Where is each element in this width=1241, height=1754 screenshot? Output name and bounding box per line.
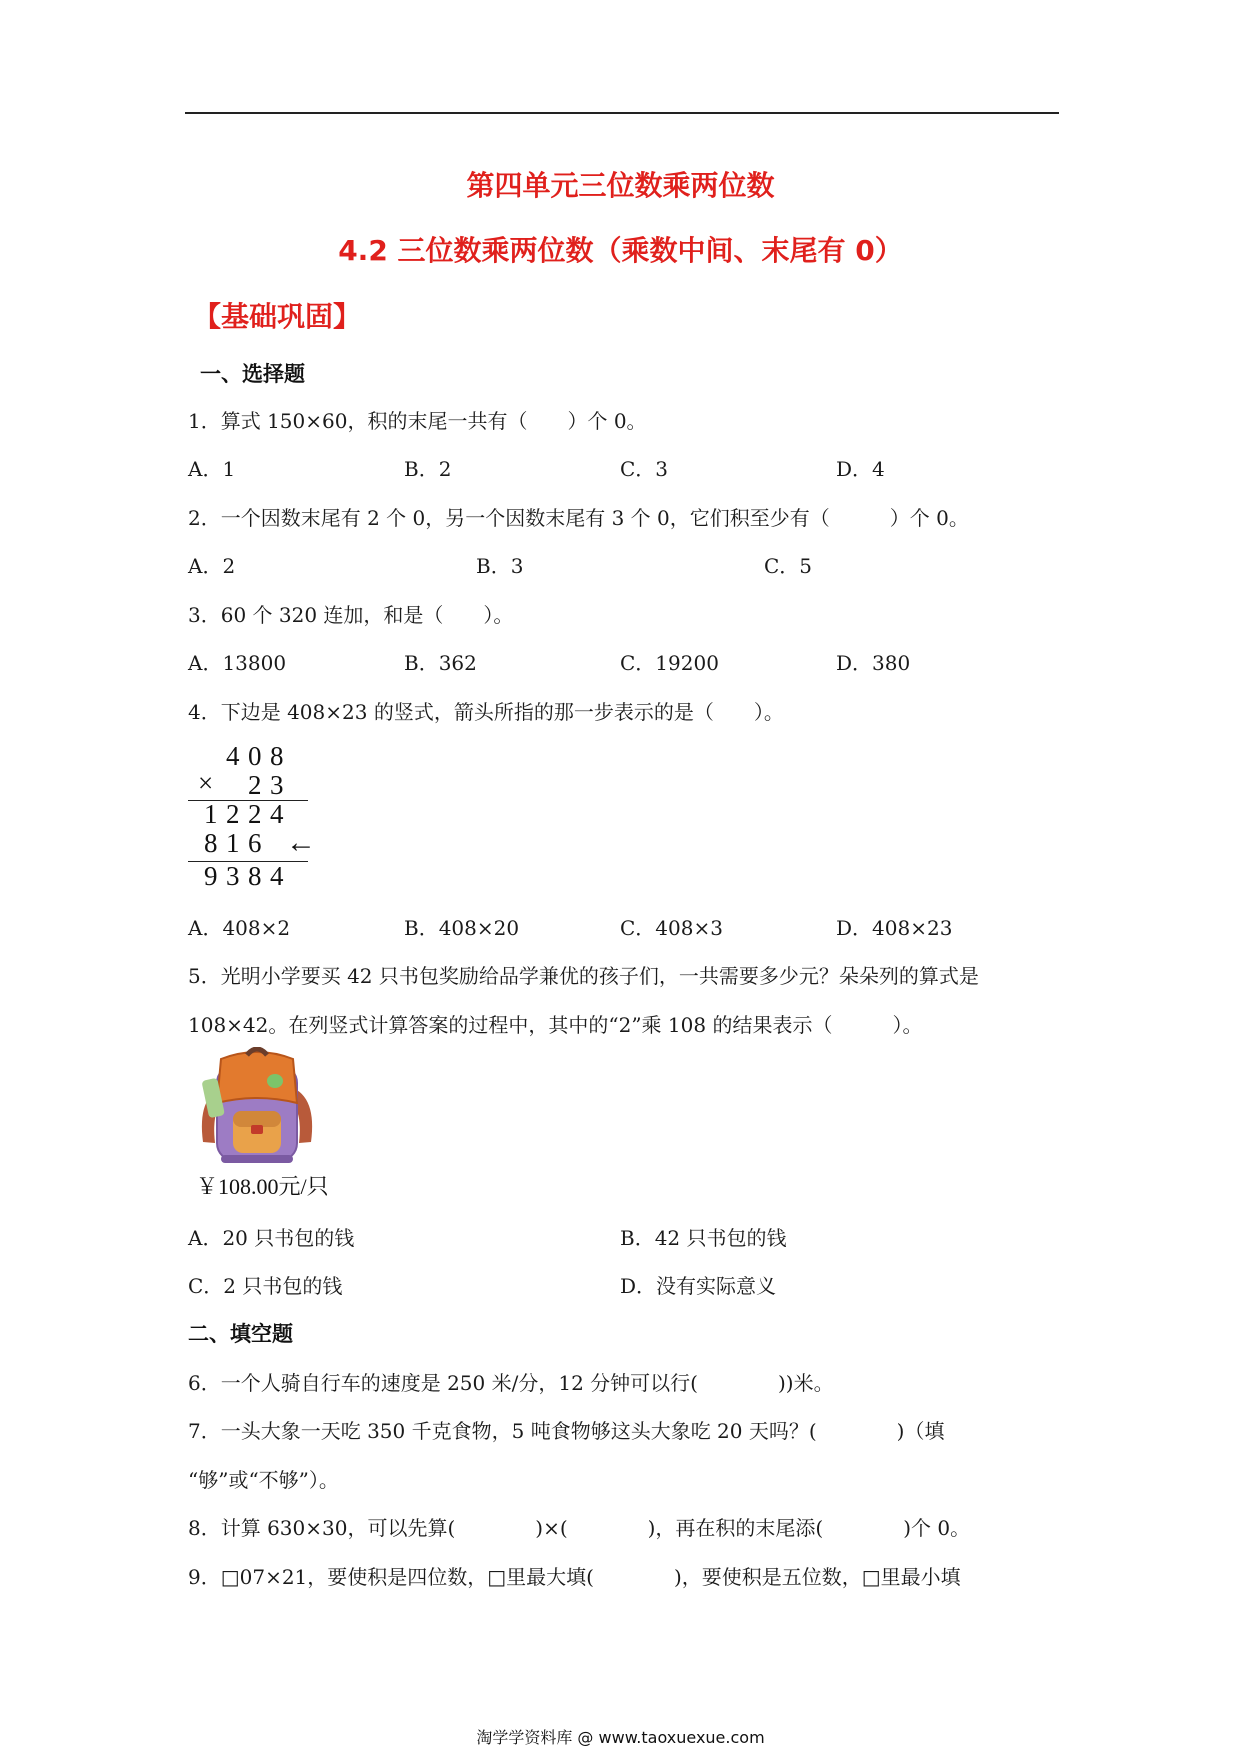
calc-digit: 1 bbox=[204, 799, 218, 829]
question-7-line-2: “够”或“不够”）。 bbox=[188, 1468, 339, 1492]
question-7-line-1: 7．一头大象一天吃 350 千克食物，5 吨食物够这头大象吃 20 天吗？( )（填 bbox=[188, 1419, 945, 1443]
q2-option-a: A．2 bbox=[188, 554, 236, 578]
q3-option-d: D．380 bbox=[836, 651, 911, 675]
q4-option-a: A．408×2 bbox=[188, 916, 291, 940]
q3-option-b: B．362 bbox=[404, 651, 477, 675]
page-title: 第四单元三位数乘两位数 bbox=[466, 169, 775, 202]
calc-digit: 8 bbox=[270, 741, 284, 771]
calc-digit: 3 bbox=[226, 861, 240, 891]
arrow-left-icon: ← bbox=[286, 826, 316, 859]
calc-digit: 4 bbox=[226, 741, 240, 771]
top-rule bbox=[185, 112, 1059, 114]
question-5-line-1: 5．光明小学要买 42 只书包奖励给品学兼优的孩子们，一共需要多少元？朵朵列的算式是 bbox=[188, 964, 979, 988]
calc-digit: 9 bbox=[204, 861, 218, 891]
q5-option-d: D．没有实际意义 bbox=[620, 1274, 777, 1298]
q1-option-b: B．2 bbox=[404, 457, 452, 481]
q1-option-c: C．3 bbox=[620, 457, 669, 481]
part2-heading: 二、填空题 bbox=[188, 1322, 293, 1346]
q5-option-b: B．42 只书包的钱 bbox=[620, 1226, 787, 1250]
calc-digit: 0 bbox=[248, 741, 262, 771]
q1-option-a: A．1 bbox=[188, 457, 236, 481]
page-subtitle: 4.2 三位数乘两位数（乘数中间、末尾有 0） bbox=[338, 234, 903, 267]
backpack-icon bbox=[193, 1047, 321, 1165]
question-9: 9．□07×21，要使积是四位数，□里最大填( )，要使积是五位数，□里最小填 bbox=[188, 1565, 961, 1589]
q2-option-b: B．3 bbox=[476, 554, 524, 578]
question-1: 1．算式 150×60，积的末尾一共有（ ）个 0。 bbox=[188, 409, 647, 433]
calc-digit: 4 bbox=[270, 799, 284, 829]
calc-digit: 6 bbox=[248, 828, 262, 858]
q4-option-c: C．408×3 bbox=[620, 916, 723, 940]
question-5-line-2: 108×42。在列竖式计算答案的过程中，其中的“2”乘 108 的结果表示（ ）。 bbox=[188, 1013, 923, 1037]
question-3: 3．60 个 320 连加，和是（ ）。 bbox=[188, 603, 514, 627]
q3-option-c: C．19200 bbox=[620, 651, 719, 675]
calc-digit: 8 bbox=[248, 861, 262, 891]
question-2: 2．一个因数末尾有 2 个 0，另一个因数末尾有 3 个 0，它们积至少有（ ）个 0。 bbox=[188, 506, 969, 530]
question-4: 4．下边是 408×23 的竖式，箭头所指的那一步表示的是（ ）。 bbox=[188, 700, 784, 724]
calc-digit: 8 bbox=[204, 828, 218, 858]
q3-option-a: A．13800 bbox=[188, 651, 287, 675]
q5-option-c: C．2 只书包的钱 bbox=[188, 1274, 343, 1298]
calc-digit: 2 bbox=[248, 770, 262, 800]
q4-option-b: B．408×20 bbox=[404, 916, 520, 940]
calc-digit: 1 bbox=[226, 828, 240, 858]
q1-option-d: D．4 bbox=[836, 457, 885, 481]
q5-option-a: A．20 只书包的钱 bbox=[188, 1226, 355, 1250]
question-6: 6．一个人骑自行车的速度是 250 米/分，12 分钟可以行( ))米。 bbox=[188, 1371, 834, 1395]
section-basic-heading: 【基础巩固】 bbox=[193, 300, 362, 333]
backpack-price: ￥108.00元/只 bbox=[196, 1174, 329, 1199]
calc-digit: 3 bbox=[270, 770, 284, 800]
q4-option-d: D．408×23 bbox=[836, 916, 953, 940]
q2-option-c: C．5 bbox=[764, 554, 813, 578]
part1-heading: 一、选择题 bbox=[200, 362, 305, 386]
calc-digit: 2 bbox=[226, 799, 240, 829]
calc-digit: 2 bbox=[248, 799, 262, 829]
calc-digit: 4 bbox=[270, 861, 284, 891]
footer-watermark: 淘学学资料库 @ www.taoxuexue.com bbox=[476, 1728, 765, 1747]
question-8: 8．计算 630×30，可以先算( )×( )，再在积的末尾添( )个 0。 bbox=[188, 1516, 971, 1540]
multiply-sign: × bbox=[198, 768, 214, 798]
